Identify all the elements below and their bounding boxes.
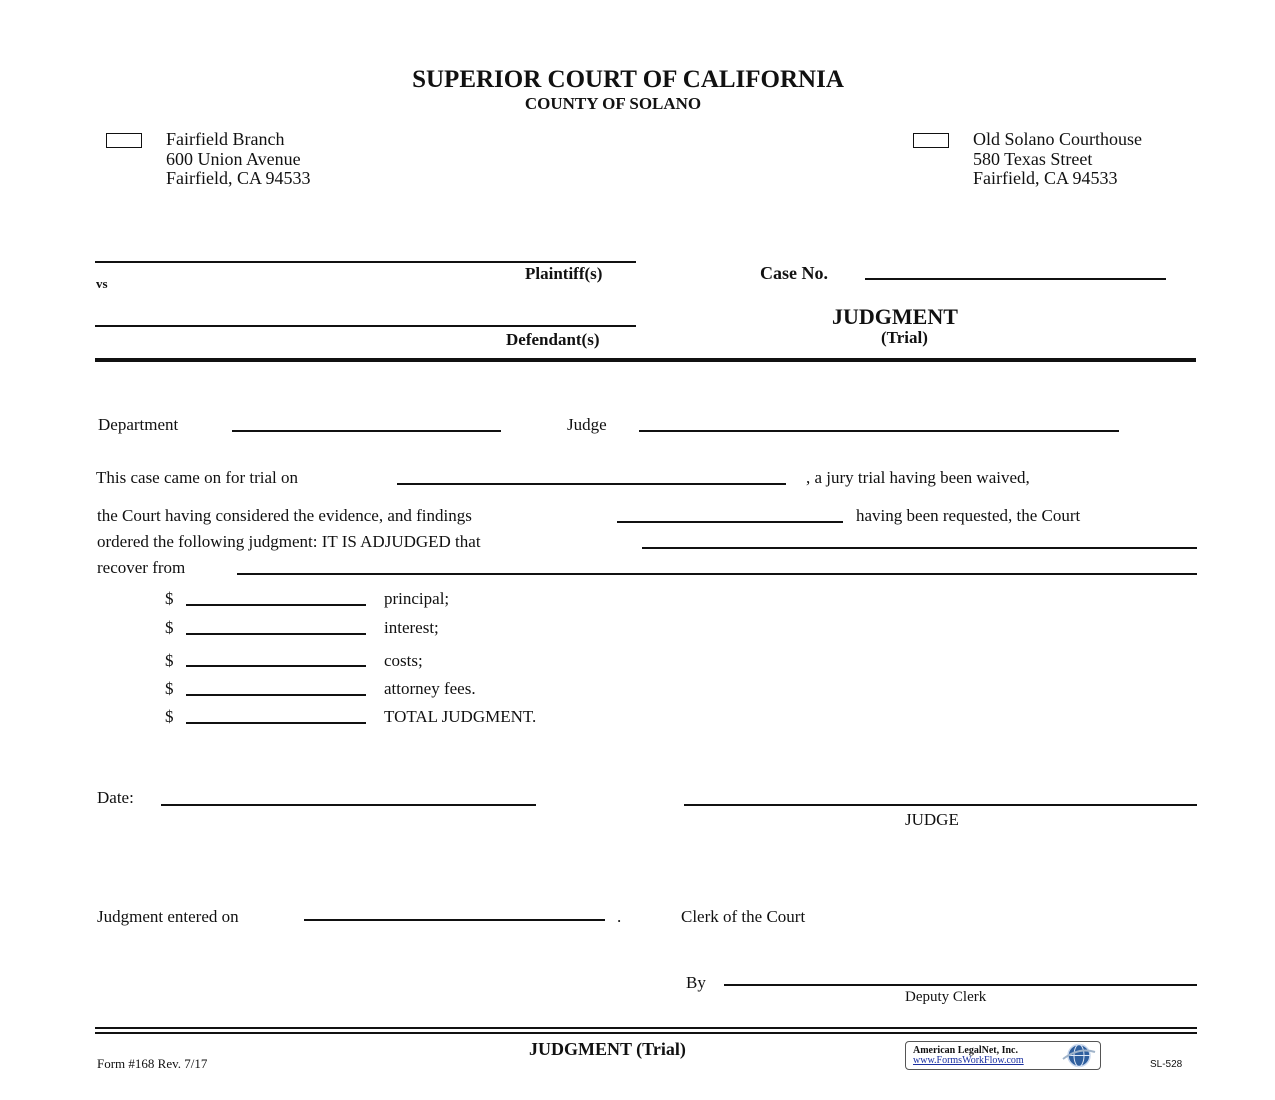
court-considered-text: the Court having considered the evidence, and findings xyxy=(97,506,472,525)
american-legalnet-logo xyxy=(905,1041,1101,1070)
left-branch-city: Fairfield, CA 94533 xyxy=(166,168,311,188)
having-requested-text: having been requested, the Court xyxy=(856,506,1081,525)
jury-waived-text: , a jury trial having been waived, xyxy=(806,468,1030,487)
by-label: By xyxy=(686,973,706,992)
recover-from-text: recover from xyxy=(97,558,186,577)
attorney-fees-amount-line[interactable] xyxy=(186,694,366,696)
judge-signature-line[interactable] xyxy=(684,804,1197,806)
dollar-sign: $ xyxy=(165,618,174,637)
defendant-line[interactable] xyxy=(95,325,636,327)
defendant-label: Defendant(s) xyxy=(506,330,600,349)
case-number-line[interactable] xyxy=(865,278,1166,280)
deputy-clerk-caption: Deputy Clerk xyxy=(905,989,987,1005)
right-branch-city: Fairfield, CA 94533 xyxy=(973,168,1118,188)
department-line[interactable] xyxy=(232,430,501,432)
adjudged-party-line[interactable] xyxy=(642,547,1197,549)
judge-signature-caption: JUDGE xyxy=(905,810,959,829)
interest-amount-line[interactable] xyxy=(186,633,366,635)
footer-rule-top xyxy=(95,1027,1197,1029)
left-branch-name: Fairfield Branch xyxy=(166,129,285,149)
deputy-signature-line[interactable] xyxy=(724,984,1197,986)
department-label: Department xyxy=(98,415,179,434)
dollar-sign: $ xyxy=(165,707,174,726)
date-line[interactable] xyxy=(161,804,536,806)
costs-label: costs; xyxy=(384,651,423,670)
trial-on-text: This case came on for trial on xyxy=(96,468,299,487)
left-branch-street: 600 Union Avenue xyxy=(166,149,301,169)
principal-label: principal; xyxy=(384,589,450,608)
form-code: SL-528 xyxy=(1150,1059,1183,1070)
attorney-fees-label: attorney fees. xyxy=(384,679,476,698)
dollar-sign: $ xyxy=(165,589,174,608)
trial-date-line[interactable] xyxy=(397,483,786,485)
entered-period: . xyxy=(617,907,622,926)
county-title: COUNTY OF SOLANO xyxy=(524,94,702,113)
form-number: Form #168 Rev. 7/17 xyxy=(97,1056,208,1071)
fairfield-branch-checkbox[interactable] xyxy=(106,133,142,148)
dollar-sign: $ xyxy=(165,679,174,698)
judgment-title: JUDGMENT xyxy=(832,304,958,329)
recover-from-line[interactable] xyxy=(237,573,1197,575)
total-judgment-amount-line[interactable] xyxy=(186,722,366,724)
footer-rule-bottom xyxy=(95,1032,1197,1034)
plaintiff-label: Plaintiff(s) xyxy=(525,264,603,283)
interest-label: interest; xyxy=(384,618,439,637)
caption-divider xyxy=(95,358,1196,362)
entered-on-text: Judgment entered on xyxy=(97,907,239,926)
costs-amount-line[interactable] xyxy=(186,665,366,667)
judge-line[interactable] xyxy=(639,430,1119,432)
principal-amount-line[interactable] xyxy=(186,604,366,606)
right-branch-street: 580 Texas Street xyxy=(973,149,1093,169)
logo-website-link[interactable]: www.FormsWorkFlow.com xyxy=(913,1055,1024,1066)
ordered-text: ordered the following judgment: IT IS ADJUDGED that xyxy=(97,532,481,551)
judge-label: Judge xyxy=(567,415,607,434)
footer-title: JUDGMENT (Trial) xyxy=(529,1039,686,1059)
right-branch-name: Old Solano Courthouse xyxy=(973,129,1142,149)
plaintiff-line[interactable] xyxy=(95,261,636,263)
clerk-of-court-text: Clerk of the Court xyxy=(681,907,806,926)
globe-icon xyxy=(1061,1043,1097,1068)
dollar-sign: $ xyxy=(165,651,174,670)
court-title: SUPERIOR COURT OF CALIFORNIA xyxy=(412,66,844,93)
case-number-label: Case No. xyxy=(760,263,828,283)
judgment-subtitle: (Trial) xyxy=(881,328,928,347)
total-judgment-label: TOTAL JUDGMENT. xyxy=(384,707,537,726)
old-solano-courthouse-checkbox[interactable] xyxy=(913,133,949,148)
entered-on-line[interactable] xyxy=(304,919,605,921)
logo-company-name: American LegalNet, Inc. xyxy=(913,1045,1018,1056)
vs-label: vs xyxy=(96,276,108,291)
date-label: Date: xyxy=(97,788,134,807)
findings-line[interactable] xyxy=(617,521,843,523)
